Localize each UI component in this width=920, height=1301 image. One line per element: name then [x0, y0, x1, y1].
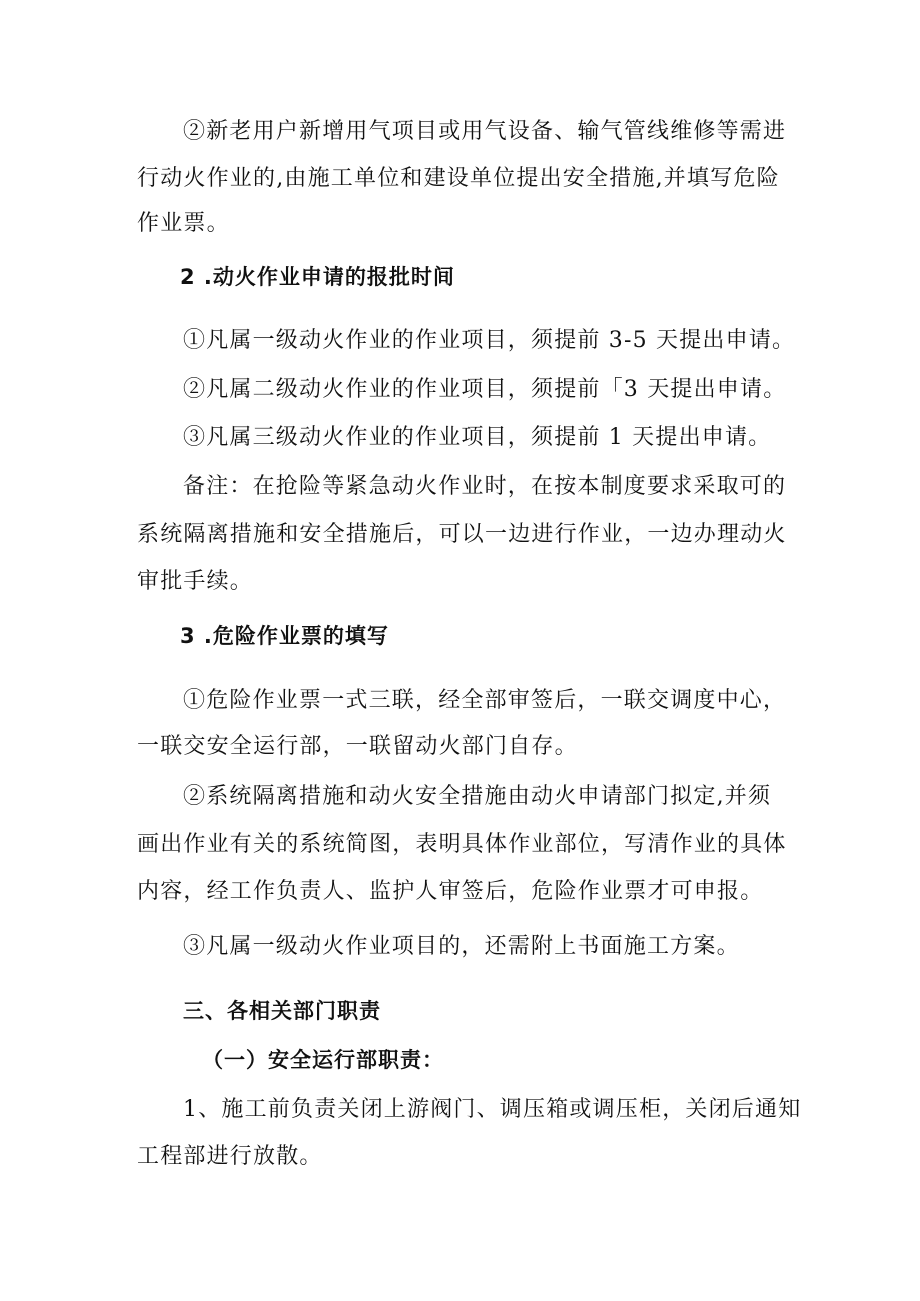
list-item: ③凡属一级动火作业项目的，还需附上书面施工方案。 [183, 934, 740, 959]
heading-safety-ops-duties: （一）安全运行部职责： [202, 1048, 444, 1072]
list-item: ②凡属二级动火作业的作业项目，须提前「3 天提出申请。 [183, 377, 787, 402]
paragraph-line: 行动火作业的,由施工单位和建设单位提出安全措施,并填写危险 [137, 166, 780, 191]
list-item-continuation: 一联交安全运行部，一联留动火部门自存。 [137, 734, 578, 759]
note-line: 备注：在抢险等紧急动火作业时，在按本制度要求采取可的 [183, 474, 787, 499]
list-item-continuation: 内容，经工作负责人、监护人审签后，危险作业票才可申报。 [137, 879, 764, 904]
heading-approval-time: 2 .动火作业申请的报批时间 [180, 265, 455, 289]
list-item: ③凡属三级动火作业的作业项目，须提前 1 天提出申请。 [183, 425, 772, 450]
paragraph-line: 作业票。 [137, 211, 230, 236]
note-line: 系统隔离措施和安全措施后，可以一边进行作业，一边办理动火 [137, 522, 787, 547]
list-item: ①凡属一级动火作业的作业项目，须提前 3-5 天提出申请。 [183, 328, 796, 353]
heading-department-duties: 三、各相关部门职责 [183, 999, 381, 1023]
list-item: 1、施工前负责关闭上游阀门、调压箱或调压柜，关闭后通知 [183, 1097, 802, 1122]
list-item-continuation: 画出作业有关的系统简图，表明具体作业部位，写清作业的具体 [137, 832, 787, 857]
paragraph-line: ②新老用户新增用气项目或用气设备、输气管线维修等需进 [183, 119, 787, 144]
note-line: 审批手续。 [137, 569, 254, 594]
heading-ticket-filling: 3 .危险作业票的填写 [180, 624, 389, 648]
list-item: ①危险作业票一式三联，经全部审签后，一联交调度中心， [183, 688, 787, 713]
list-item: ②系统隔离措施和动火安全措施由动火申请部门拟定,并须 [183, 784, 772, 809]
list-item-continuation: 工程部进行放散。 [137, 1144, 323, 1169]
